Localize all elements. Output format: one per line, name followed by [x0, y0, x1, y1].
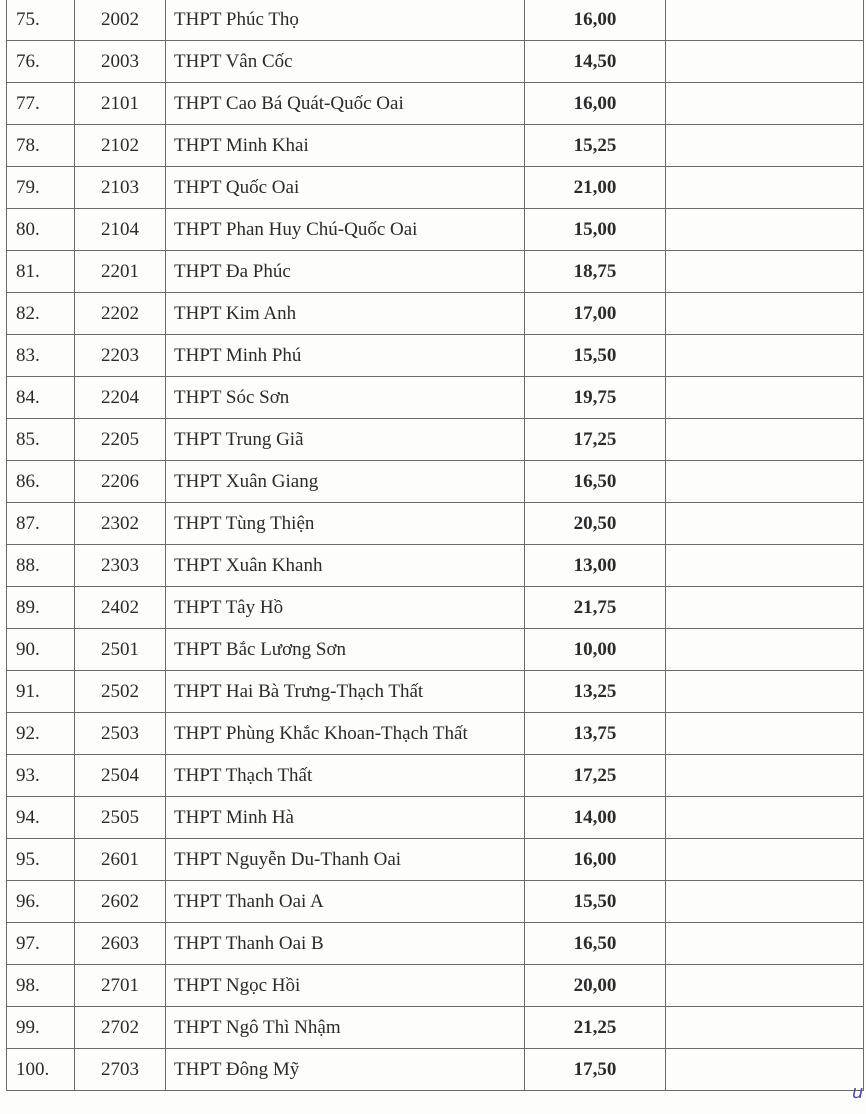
- table-row: [7, 671, 864, 713]
- handwritten-margin-mark: u: [852, 1082, 864, 1103]
- table-row: [7, 41, 864, 83]
- school-code: 2102: [75, 125, 166, 167]
- school-code: 2603: [75, 923, 166, 965]
- cutoff-score: 18,75: [525, 251, 666, 293]
- row-number: 96.: [7, 881, 75, 923]
- cutoff-score: 13,00: [525, 545, 666, 587]
- school-code: 2601: [75, 839, 166, 881]
- school-name: THPT Minh Khai: [166, 125, 525, 167]
- row-number: 94.: [7, 797, 75, 839]
- empty-cell: [666, 1049, 864, 1091]
- cutoff-score: 17,25: [525, 419, 666, 461]
- school-code: 2103: [75, 167, 166, 209]
- school-code: 2003: [75, 41, 166, 83]
- school-code: 2204: [75, 377, 166, 419]
- empty-cell: [666, 629, 864, 671]
- school-code: 2503: [75, 713, 166, 755]
- school-name: THPT Trung Giã: [166, 419, 525, 461]
- row-number: 88.: [7, 545, 75, 587]
- cutoff-score: 15,25: [525, 125, 666, 167]
- empty-cell: [666, 293, 864, 335]
- empty-cell: [666, 671, 864, 713]
- table-row: [7, 629, 864, 671]
- school-code: 2702: [75, 1007, 166, 1049]
- table-row: [7, 545, 864, 587]
- school-name: THPT Phúc Thọ: [166, 0, 525, 41]
- empty-cell: [666, 125, 864, 167]
- cutoff-score: 10,00: [525, 629, 666, 671]
- school-code: 2201: [75, 251, 166, 293]
- table-row: [7, 713, 864, 755]
- row-number: 87.: [7, 503, 75, 545]
- empty-cell: [666, 587, 864, 629]
- table-row: [7, 293, 864, 335]
- cutoff-score: 17,50: [525, 1049, 666, 1091]
- row-number: 86.: [7, 461, 75, 503]
- school-name: THPT Bắc Lương Sơn: [166, 629, 525, 671]
- cutoff-score: 13,75: [525, 713, 666, 755]
- empty-cell: [666, 881, 864, 923]
- table-row: [7, 167, 864, 209]
- table-row: [7, 83, 864, 125]
- empty-cell: [666, 1007, 864, 1049]
- row-number: 97.: [7, 923, 75, 965]
- school-name: THPT Thanh Oai B: [166, 923, 525, 965]
- cutoff-score: 16,50: [525, 923, 666, 965]
- table-row: [7, 1007, 864, 1049]
- row-number: 95.: [7, 839, 75, 881]
- table-row: [7, 251, 864, 293]
- cutoff-score: 14,50: [525, 41, 666, 83]
- cutoff-score: 20,50: [525, 503, 666, 545]
- cutoff-score: 17,00: [525, 293, 666, 335]
- table-row: [7, 965, 864, 1007]
- score-table-body: [7, 0, 864, 1091]
- school-code: 2203: [75, 335, 166, 377]
- table-row: [7, 923, 864, 965]
- row-number: 78.: [7, 125, 75, 167]
- empty-cell: [666, 923, 864, 965]
- table-row: [7, 503, 864, 545]
- cutoff-score: 15,50: [525, 335, 666, 377]
- row-number: 91.: [7, 671, 75, 713]
- row-number: 93.: [7, 755, 75, 797]
- row-number: 98.: [7, 965, 75, 1007]
- empty-cell: [666, 335, 864, 377]
- row-number: 92.: [7, 713, 75, 755]
- school-name: THPT Cao Bá Quát-Quốc Oai: [166, 83, 525, 125]
- school-name: THPT Phùng Khắc Khoan-Thạch Thất: [166, 713, 525, 755]
- empty-cell: [666, 83, 864, 125]
- row-number: 77.: [7, 83, 75, 125]
- empty-cell: [666, 0, 864, 41]
- table-row: [7, 797, 864, 839]
- school-code: 2501: [75, 629, 166, 671]
- cutoff-score: 15,00: [525, 209, 666, 251]
- school-code: 2502: [75, 671, 166, 713]
- school-code: 2703: [75, 1049, 166, 1091]
- school-code: 2303: [75, 545, 166, 587]
- empty-cell: [666, 755, 864, 797]
- cutoff-score: 17,25: [525, 755, 666, 797]
- empty-cell: [666, 503, 864, 545]
- school-name: THPT Thạch Thất: [166, 755, 525, 797]
- school-name: THPT Hai Bà Trưng-Thạch Thất: [166, 671, 525, 713]
- school-code: 2002: [75, 0, 166, 41]
- school-code: 2202: [75, 293, 166, 335]
- school-code: 2302: [75, 503, 166, 545]
- school-name: THPT Tây Hồ: [166, 587, 525, 629]
- row-number: 84.: [7, 377, 75, 419]
- empty-cell: [666, 209, 864, 251]
- row-number: 99.: [7, 1007, 75, 1049]
- table-row: [7, 335, 864, 377]
- school-code: 2205: [75, 419, 166, 461]
- row-number: 79.: [7, 167, 75, 209]
- table-row: [7, 839, 864, 881]
- cutoff-score: 13,25: [525, 671, 666, 713]
- school-code: 2206: [75, 461, 166, 503]
- empty-cell: [666, 167, 864, 209]
- row-number: 100.: [7, 1049, 75, 1091]
- table-row: [7, 209, 864, 251]
- school-name: THPT Minh Hà: [166, 797, 525, 839]
- empty-cell: [666, 41, 864, 83]
- school-name: THPT Vân Cốc: [166, 41, 525, 83]
- school-name: THPT Thanh Oai A: [166, 881, 525, 923]
- school-name: THPT Nguyễn Du-Thanh Oai: [166, 839, 525, 881]
- school-code: 2101: [75, 83, 166, 125]
- cutoff-score: 21,25: [525, 1007, 666, 1049]
- school-name: THPT Sóc Sơn: [166, 377, 525, 419]
- school-name: THPT Đông Mỹ: [166, 1049, 525, 1091]
- cutoff-score: 16,00: [525, 839, 666, 881]
- row-number: 90.: [7, 629, 75, 671]
- row-number: 75.: [7, 0, 75, 41]
- cutoff-score: 14,00: [525, 797, 666, 839]
- cutoff-score: 21,75: [525, 587, 666, 629]
- school-code: 2701: [75, 965, 166, 1007]
- empty-cell: [666, 797, 864, 839]
- cutoff-score: 16,50: [525, 461, 666, 503]
- school-name: THPT Xuân Giang: [166, 461, 525, 503]
- cutoff-score: 16,00: [525, 0, 666, 41]
- school-name: THPT Phan Huy Chú-Quốc Oai: [166, 209, 525, 251]
- row-number: 81.: [7, 251, 75, 293]
- school-name: THPT Ngô Thì Nhậm: [166, 1007, 525, 1049]
- school-name: THPT Đa Phúc: [166, 251, 525, 293]
- table-row: [7, 377, 864, 419]
- school-code: 2104: [75, 209, 166, 251]
- cutoff-score: 19,75: [525, 377, 666, 419]
- cutoff-score: 20,00: [525, 965, 666, 1007]
- table-row: [7, 0, 864, 41]
- cutoff-score: 15,50: [525, 881, 666, 923]
- empty-cell: [666, 461, 864, 503]
- empty-cell: [666, 377, 864, 419]
- row-number: 82.: [7, 293, 75, 335]
- row-number: 80.: [7, 209, 75, 251]
- school-code: 2504: [75, 755, 166, 797]
- school-code: 2402: [75, 587, 166, 629]
- row-number: 76.: [7, 41, 75, 83]
- empty-cell: [666, 419, 864, 461]
- school-name: THPT Quốc Oai: [166, 167, 525, 209]
- table-row: [7, 461, 864, 503]
- empty-cell: [666, 251, 864, 293]
- school-name: THPT Minh Phú: [166, 335, 525, 377]
- cutoff-score: 16,00: [525, 83, 666, 125]
- school-name: THPT Tùng Thiện: [166, 503, 525, 545]
- row-number: 85.: [7, 419, 75, 461]
- empty-cell: [666, 839, 864, 881]
- table-row: [7, 881, 864, 923]
- score-table: [6, 0, 864, 1091]
- table-row: [7, 419, 864, 461]
- school-code: 2602: [75, 881, 166, 923]
- table-row: [7, 125, 864, 167]
- school-code: 2505: [75, 797, 166, 839]
- empty-cell: [666, 965, 864, 1007]
- cutoff-score: 21,00: [525, 167, 666, 209]
- row-number: 83.: [7, 335, 75, 377]
- table-row: [7, 587, 864, 629]
- table-row: [7, 1049, 864, 1091]
- empty-cell: [666, 713, 864, 755]
- empty-cell: [666, 545, 864, 587]
- school-name: THPT Ngọc Hồi: [166, 965, 525, 1007]
- table-row: [7, 755, 864, 797]
- school-name: THPT Kim Anh: [166, 293, 525, 335]
- school-name: THPT Xuân Khanh: [166, 545, 525, 587]
- row-number: 89.: [7, 587, 75, 629]
